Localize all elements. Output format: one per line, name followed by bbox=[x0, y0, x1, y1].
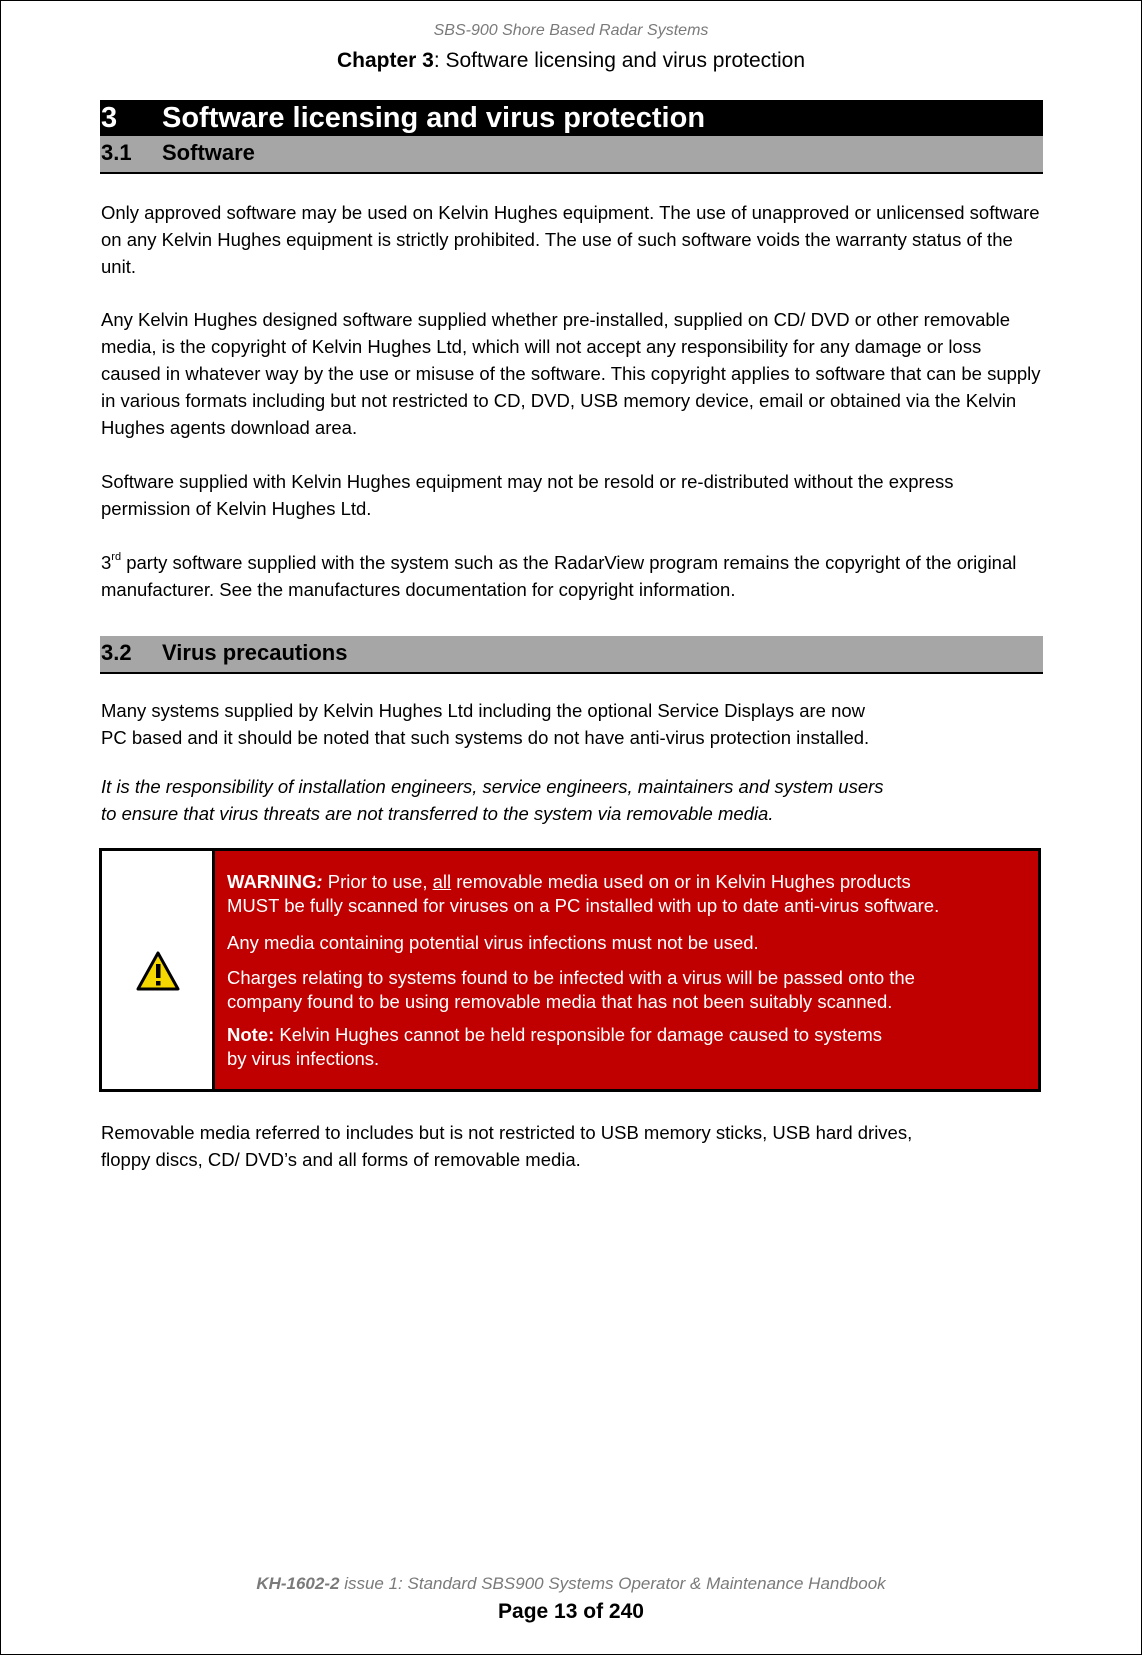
note-text: Kelvin Hughes cannot be held responsible for damage caused to systems bbox=[274, 1024, 883, 1045]
warning-paragraph-3-line-1: Charges relating to systems found to be infected with a virus will be passed onto the bbox=[227, 967, 915, 988]
virus-paragraph-2 bbox=[101, 773, 1046, 827]
warning-paragraph-3-line-2: company found to be using removable media that has not been suitably scanned. bbox=[227, 991, 893, 1012]
running-header-chapter bbox=[0, 49, 1142, 73]
warning-text-b: removable media used on or in Kelvin Hughes products bbox=[451, 871, 911, 892]
warning-note-line-1 bbox=[227, 1023, 1032, 1047]
chapter-title: : Software licensing and virus protection bbox=[433, 49, 806, 72]
closing-line-1: Removable media referred to includes but is not restricted to USB memory sticks, USB hard drives, bbox=[101, 1122, 913, 1143]
warning-underlined-word: all bbox=[432, 871, 452, 892]
section-3-2-number: 3.2 bbox=[101, 640, 132, 665]
section-3-title: Software licensing and virus protection bbox=[162, 102, 706, 134]
software-paragraph-4 bbox=[101, 549, 1046, 603]
paragraph-4-text: party software supplied with the system such as the RadarView program remains the copyright of the original manufacturer. See the manufactures documentation for copyright information. bbox=[101, 552, 1017, 600]
software-paragraph-1: Only approved software may be used on Kelvin Hughes equipment. The use of unapproved or unlicensed software on any Kelvin Hughes equipment is strictly prohibited. The use of such software voids the warranty status of the unit. bbox=[101, 202, 1040, 277]
warning-colon: : bbox=[316, 871, 323, 892]
virus-paragraph-2-line-2: to ensure that virus threats are not transferred to the system via removable media. bbox=[101, 803, 774, 824]
warning-line-1 bbox=[227, 870, 1032, 894]
virus-paragraph-2-line-1: It is the responsibility of installation engineers, service engineers, maintainers and system users bbox=[101, 776, 884, 797]
section-3-number: 3 bbox=[101, 102, 118, 134]
note-label: Note: bbox=[227, 1024, 275, 1045]
warning-paragraph-2: Any media containing potential virus infections must not be used. bbox=[227, 932, 759, 953]
section-3-1-title: Software bbox=[162, 140, 255, 165]
software-paragraph-2: Any Kelvin Hughes designed software supplied whether pre-installed, supplied on CD/ DVD or other removable media, is the copyright of Kelvin Hughes Ltd, which will not accept any responsibility for any damage or loss caused in whatever way by the use or misuse of the software. This copyright applies to software that can be supply in various formats including but not restricted to CD, DVD, USB memory device, email or obtained via the Kelvin Hughes agents download area. bbox=[101, 309, 1041, 438]
warning-icon-cell bbox=[102, 851, 215, 1089]
warning-note bbox=[227, 1023, 1032, 1071]
chapter-label: Chapter 3 bbox=[336, 49, 434, 72]
warning-text-cell bbox=[215, 851, 1038, 1089]
section-3-1-number: 3.1 bbox=[101, 140, 132, 165]
running-header-product: SBS-900 Shore Based Radar Systems bbox=[433, 22, 709, 39]
doc-title: issue 1: Standard SBS900 Systems Operator & Maintenance Handbook bbox=[339, 1574, 886, 1593]
section-3-2-heading bbox=[100, 636, 1043, 674]
warning-paragraph-3 bbox=[227, 966, 1032, 1014]
warning-label: WARNING bbox=[227, 871, 317, 892]
software-paragraph-3: Software supplied with Kelvin Hughes equipment may not be resold or re-distributed without the express permission of Kelvin Hughes Ltd. bbox=[101, 471, 954, 519]
closing-paragraph bbox=[101, 1119, 1046, 1173]
ordinal-suffix: rd bbox=[111, 551, 122, 563]
warning-paragraph-1 bbox=[227, 870, 1032, 918]
doc-number: KH-1602-2 bbox=[256, 1574, 340, 1593]
warning-text-a: Prior to use, bbox=[322, 871, 433, 892]
virus-paragraph-1-line-1: Many systems supplied by Kelvin Hughes Ltd including the optional Service Displays are now bbox=[101, 700, 866, 721]
running-footer-doc bbox=[0, 1574, 1142, 1594]
page-number: Page 13 of 240 bbox=[498, 1600, 644, 1623]
section-3-heading bbox=[100, 100, 1043, 136]
warning-line-2: MUST be fully scanned for viruses on a PC installed with up to date anti-virus software. bbox=[227, 895, 940, 916]
warning-triangle-icon bbox=[136, 951, 180, 991]
virus-paragraph-1-line-2: PC based and it should be noted that such systems do not have anti-virus protection installed. bbox=[101, 727, 870, 748]
closing-line-2: floppy discs, CD/ DVD’s and all forms of removable media. bbox=[101, 1149, 581, 1170]
section-3-1-heading bbox=[100, 136, 1043, 174]
warning-note-line-2: by virus infections. bbox=[227, 1048, 380, 1069]
ordinal-number: 3 bbox=[101, 552, 112, 573]
section-3-2-title: Virus precautions bbox=[162, 640, 348, 665]
virus-paragraph-1 bbox=[101, 697, 1046, 751]
warning-box bbox=[99, 848, 1041, 1092]
